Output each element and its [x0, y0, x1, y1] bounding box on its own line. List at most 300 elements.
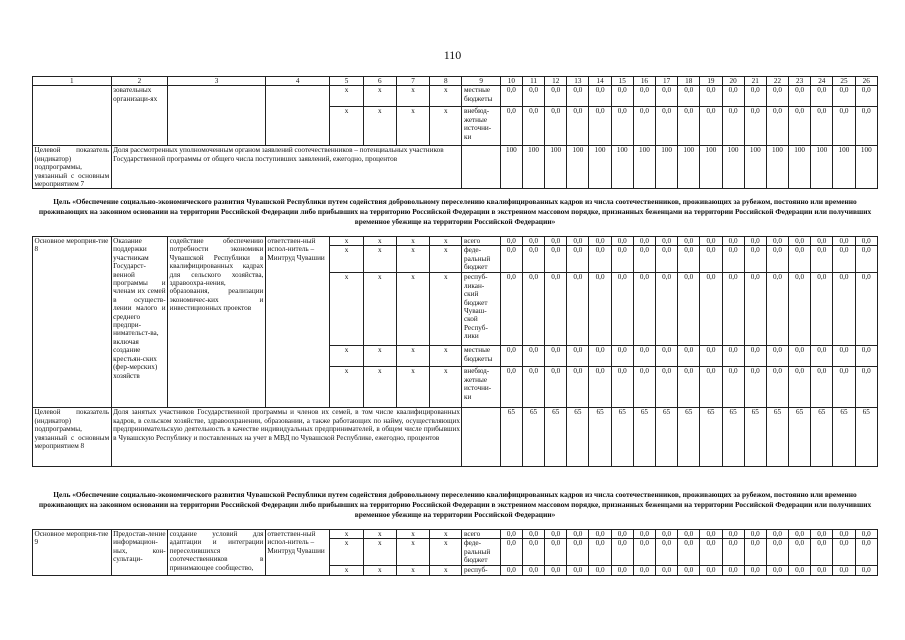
column-number-cell: 6 [363, 77, 396, 86]
value-cell: 0,0 [811, 539, 833, 566]
value-cell: 0,0 [633, 246, 655, 273]
value-cell: 0,0 [700, 273, 722, 346]
value-cell: 0,0 [656, 530, 678, 539]
value-cell: 0,0 [678, 530, 700, 539]
value-cell: 0,0 [500, 246, 522, 273]
value-cell: 0,0 [545, 107, 567, 146]
value-cell: 0,0 [545, 539, 567, 566]
value-cell: 0,0 [545, 346, 567, 367]
value-cell: 0,0 [633, 530, 655, 539]
value-cell: 0,0 [522, 367, 544, 408]
marker-cell: x [430, 237, 462, 246]
value-cell: 0,0 [766, 367, 788, 408]
column-number-cell: 14 [589, 77, 611, 86]
value-cell: 0,0 [855, 346, 877, 367]
value-cell: 65 [811, 408, 833, 467]
value-cell: 0,0 [656, 107, 678, 146]
marker-cell: x [430, 86, 462, 107]
marker-cell: x [430, 539, 462, 566]
marker-cell: x [396, 346, 429, 367]
value-cell: 100 [656, 146, 678, 189]
event-name-cell: Основное мероприя-тие 8 [33, 237, 112, 408]
value-cell: 0,0 [633, 566, 655, 575]
value-cell: 100 [500, 146, 522, 189]
value-cell: 100 [811, 146, 833, 189]
value-cell: 0,0 [833, 530, 855, 539]
value-cell: 0,0 [744, 346, 766, 367]
value-cell: 0,0 [766, 273, 788, 346]
column-number-cell: 2 [111, 77, 167, 86]
value-cell: 0,0 [545, 237, 567, 246]
value-cell: 0,0 [589, 273, 611, 346]
fund-source-cell: внебюд-жетные источни-ки [462, 367, 500, 408]
value-cell: 65 [589, 408, 611, 467]
value-cell: 0,0 [678, 346, 700, 367]
value-cell: 0,0 [611, 530, 633, 539]
value-cell: 0,0 [678, 237, 700, 246]
result-cell [168, 86, 266, 146]
value-cell: 0,0 [833, 246, 855, 273]
value-cell: 0,0 [589, 566, 611, 575]
value-cell: 100 [678, 146, 700, 189]
column-number-cell: 25 [833, 77, 855, 86]
column-number-cell: 16 [633, 77, 655, 86]
value-cell: 0,0 [789, 237, 811, 246]
value-cell: 0,0 [611, 346, 633, 367]
marker-cell: x [330, 367, 363, 408]
marker-cell: x [430, 246, 462, 273]
value-cell: 0,0 [633, 367, 655, 408]
value-cell: 0,0 [589, 86, 611, 107]
value-cell: 0,0 [722, 566, 744, 575]
column-number-cell: 20 [722, 77, 744, 86]
value-cell: 0,0 [633, 86, 655, 107]
value-cell: 100 [611, 146, 633, 189]
marker-cell: x [363, 273, 396, 346]
value-cell: 0,0 [500, 273, 522, 346]
value-cell: 0,0 [545, 566, 567, 575]
marker-cell: x [363, 566, 396, 575]
marker-cell: x [363, 107, 396, 146]
fund-source-cell: респуб- [462, 566, 500, 575]
column-number-cell: 13 [567, 77, 589, 86]
marker-cell: x [430, 530, 462, 539]
fund-source-cell: всего [462, 237, 500, 246]
page-number: 110 [443, 48, 462, 62]
fund-source-cell: внебюд-жетные источни-ки [462, 107, 500, 146]
value-cell: 0,0 [678, 86, 700, 107]
value-cell: 0,0 [567, 530, 589, 539]
value-cell: 0,0 [567, 367, 589, 408]
value-cell: 65 [700, 408, 722, 467]
value-cell: 0,0 [678, 566, 700, 575]
value-cell: 0,0 [611, 107, 633, 146]
column-number-cell: 21 [744, 77, 766, 86]
value-cell: 0,0 [500, 346, 522, 367]
value-cell: 0,0 [500, 530, 522, 539]
marker-cell: x [396, 107, 429, 146]
value-cell: 65 [766, 408, 788, 467]
value-cell: 0,0 [789, 530, 811, 539]
column-number-cell: 15 [611, 77, 633, 86]
value-cell: 0,0 [633, 346, 655, 367]
value-cell: 0,0 [678, 367, 700, 408]
value-cell: 0,0 [766, 566, 788, 575]
value-cell: 0,0 [722, 273, 744, 346]
column-number-cell: 8 [430, 77, 462, 86]
value-cell: 100 [744, 146, 766, 189]
marker-cell: x [330, 566, 363, 575]
value-cell: 0,0 [766, 107, 788, 146]
value-cell: 0,0 [567, 107, 589, 146]
value-cell: 0,0 [656, 566, 678, 575]
value-cell: 0,0 [589, 107, 611, 146]
value-cell: 0,0 [722, 107, 744, 146]
value-cell: 0,0 [766, 246, 788, 273]
value-cell: 0,0 [656, 346, 678, 367]
column-number-cell: 7 [396, 77, 429, 86]
value-cell: 100 [833, 146, 855, 189]
table-row [33, 530, 878, 539]
marker-cell: x [396, 566, 429, 575]
event-description-cell: Оказание поддержки участникам Государст-венной программы и членам их семей в осуществ-лении малого и среднего предпри-нимательст-ва, включая создание крестьян-ских (фер-мерских) хозяйств [111, 237, 167, 408]
value-cell: 100 [545, 146, 567, 189]
marker-cell: x [330, 86, 363, 107]
value-cell: 0,0 [522, 107, 544, 146]
value-cell: 0,0 [833, 107, 855, 146]
column-number-cell: 3 [168, 77, 266, 86]
value-cell: 100 [567, 146, 589, 189]
value-cell: 0,0 [589, 346, 611, 367]
value-cell: 0,0 [811, 367, 833, 408]
value-cell: 0,0 [789, 367, 811, 408]
value-cell: 65 [855, 408, 877, 467]
value-cell: 0,0 [744, 107, 766, 146]
value-cell: 0,0 [656, 273, 678, 346]
value-cell: 65 [567, 408, 589, 467]
value-cell: 0,0 [855, 107, 877, 146]
column-number-cell: 4 [265, 77, 330, 86]
value-cell: 65 [633, 408, 655, 467]
value-cell: 0,0 [744, 566, 766, 575]
fund-source-cell: местные бюджеты [462, 346, 500, 367]
executor-cell: ответствен-ный испол-нитель – Минтруд Чувашии [265, 530, 330, 576]
value-cell: 0,0 [678, 246, 700, 273]
value-cell: 0,0 [589, 530, 611, 539]
column-number-cell: 5 [330, 77, 363, 86]
column-number-cell: 17 [656, 77, 678, 86]
marker-cell: x [330, 539, 363, 566]
marker-cell: x [363, 246, 396, 273]
value-cell: 0,0 [611, 566, 633, 575]
value-cell: 0,0 [522, 246, 544, 273]
value-cell: 0,0 [833, 273, 855, 346]
event-name-cell: Основное мероприя-тие 9 [33, 530, 112, 576]
value-cell: 100 [633, 146, 655, 189]
marker-cell: x [363, 86, 396, 107]
value-cell: 0,0 [522, 530, 544, 539]
value-cell: 65 [611, 408, 633, 467]
value-cell: 0,0 [500, 86, 522, 107]
value-cell: 100 [855, 146, 877, 189]
value-cell: 100 [589, 146, 611, 189]
value-cell: 0,0 [855, 273, 877, 346]
value-cell: 0,0 [855, 367, 877, 408]
value-cell: 0,0 [545, 530, 567, 539]
value-cell: 0,0 [811, 273, 833, 346]
value-cell: 0,0 [789, 346, 811, 367]
marker-cell: x [363, 237, 396, 246]
value-cell: 0,0 [833, 539, 855, 566]
value-cell: 0,0 [811, 107, 833, 146]
value-cell: 0,0 [611, 273, 633, 346]
value-cell: 0,0 [522, 237, 544, 246]
budget-table-event-8 [32, 236, 878, 467]
value-cell: 0,0 [500, 566, 522, 575]
value-cell: 0,0 [700, 107, 722, 146]
value-cell: 0,0 [500, 367, 522, 408]
column-number-cell: 1 [33, 77, 112, 86]
value-cell: 65 [722, 408, 744, 467]
marker-cell: x [430, 346, 462, 367]
value-cell: 0,0 [722, 246, 744, 273]
marker-cell: x [363, 530, 396, 539]
value-cell: 0,0 [522, 566, 544, 575]
marker-cell: x [396, 367, 429, 408]
value-cell: 0,0 [633, 107, 655, 146]
table-row [33, 237, 878, 246]
value-cell: 0,0 [855, 539, 877, 566]
value-cell: 100 [722, 146, 744, 189]
value-cell: 0,0 [789, 273, 811, 346]
value-cell: 0,0 [567, 346, 589, 367]
budget-table-event-9 [32, 529, 878, 576]
value-cell: 65 [656, 408, 678, 467]
value-cell: 0,0 [589, 539, 611, 566]
value-cell: 0,0 [611, 367, 633, 408]
value-cell: 0,0 [567, 86, 589, 107]
marker-cell: x [396, 530, 429, 539]
value-cell: 0,0 [700, 237, 722, 246]
value-cell: 100 [789, 146, 811, 189]
value-cell: 0,0 [855, 530, 877, 539]
value-cell: 0,0 [833, 566, 855, 575]
marker-cell: x [430, 367, 462, 408]
value-cell: 0,0 [833, 237, 855, 246]
marker-cell: x [363, 367, 396, 408]
value-cell: 0,0 [811, 86, 833, 107]
value-cell: 0,0 [589, 246, 611, 273]
column-number-cell: 19 [700, 77, 722, 86]
target-description-cell: Доля занятых участников Государственной программы и членов их семей, в том числе квалифицированных кадров, в сельском хозяйстве, здравоохранении, образовании, а также работающих по найму, осуществляющих предпринимательскую деятельность в качестве индивидуальных предпринимателей, в общем числе прибывших в Чувашскую Республику и поставленных на учет в МВД по Чувашской Республике, ежегодно, процентов [111, 408, 462, 467]
value-cell: 0,0 [567, 539, 589, 566]
value-cell: 0,0 [700, 367, 722, 408]
value-cell: 0,0 [722, 367, 744, 408]
value-cell: 0,0 [722, 86, 744, 107]
marker-cell: x [330, 237, 363, 246]
value-cell: 0,0 [678, 107, 700, 146]
value-cell: 0,0 [656, 237, 678, 246]
value-cell: 0,0 [500, 539, 522, 566]
value-cell: 0,0 [589, 237, 611, 246]
value-cell: 0,0 [611, 539, 633, 566]
budget-table-top [32, 76, 878, 189]
value-cell: 65 [789, 408, 811, 467]
target-row [33, 408, 878, 467]
marker-cell: x [330, 107, 363, 146]
value-cell: 0,0 [545, 86, 567, 107]
event-result-cell: создание условий для адаптации и интеграции переселившихся соотечественников в принимающее сообщество, [168, 530, 266, 576]
value-cell: 0,0 [522, 539, 544, 566]
goal-heading-2: Цель «Обеспечение социально-экономического развития Чувашской Республики путем содействия добровольному переселению квалифицированных кадров из числа соотечественников, проживающих за рубежом, постоянно или временно проживающих на законном основании на территории Российской Федерации либо прибывших на территорию Российской Федерации в экстренном массовом порядке, признанных беженцами на территории Российской Федерации или получивших временное убежище на территории Российской Федерации» [38, 490, 872, 519]
value-cell: 0,0 [766, 237, 788, 246]
value-cell: 0,0 [833, 367, 855, 408]
column-number-cell: 11 [522, 77, 544, 86]
goal-heading-1: Цель «Обеспечение социально-экономического развития Чувашской Республики путем содействия добровольному переселению квалифицированных кадров из числа соотечественников, проживающих за рубежом, постоянно или временно проживающих на законном основании на территории Российской Федерации либо прибывших на территорию Российской Федерации в экстренном массовом порядке, признанных беженцами на территории Российской Федерации или получивших временное убежище на территории Российской Федерации» [38, 197, 872, 226]
value-cell: 65 [522, 408, 544, 467]
marker-cell: x [430, 273, 462, 346]
value-cell: 65 [833, 408, 855, 467]
value-cell: 0,0 [855, 566, 877, 575]
column-number-cell: 23 [789, 77, 811, 86]
marker-cell: x [396, 273, 429, 346]
value-cell: 0,0 [656, 539, 678, 566]
value-cell: 0,0 [744, 237, 766, 246]
table-cell [462, 408, 500, 467]
marker-cell: x [363, 539, 396, 566]
marker-cell: x [330, 273, 363, 346]
value-cell: 0,0 [567, 246, 589, 273]
value-cell: 100 [700, 146, 722, 189]
value-cell: 0,0 [722, 530, 744, 539]
value-cell: 0,0 [567, 566, 589, 575]
value-cell: 0,0 [633, 237, 655, 246]
target-description-cell: Доля рассмотренных уполномоченным органом заявлений соотечественников – потенциальных участников Государственной программы от общего числа поступивших заявлений, ежегодно, процентов [111, 146, 462, 189]
value-cell: 65 [500, 408, 522, 467]
executor-cell: ответствен-ный испол-нитель – Минтруд Чувашии [265, 237, 330, 408]
fund-source-cell: феде-ральный бюджет [462, 539, 500, 566]
value-cell: 0,0 [633, 539, 655, 566]
value-cell: 0,0 [744, 530, 766, 539]
marker-cell: x [396, 237, 429, 246]
value-cell: 100 [522, 146, 544, 189]
table-row [33, 86, 878, 107]
value-cell: 0,0 [522, 86, 544, 107]
value-cell: 0,0 [811, 530, 833, 539]
value-cell: 0,0 [700, 246, 722, 273]
event-description-cell: Предостав-ление информацион-ных, кон-сультаци- [111, 530, 167, 576]
value-cell: 0,0 [855, 86, 877, 107]
value-cell: 0,0 [744, 539, 766, 566]
header-row [33, 77, 878, 86]
value-cell: 0,0 [766, 346, 788, 367]
fund-source-cell: местные бюджеты [462, 86, 500, 107]
value-cell: 0,0 [678, 273, 700, 346]
value-cell: 0,0 [522, 346, 544, 367]
value-cell: 0,0 [744, 273, 766, 346]
value-cell: 0,0 [656, 367, 678, 408]
value-cell: 0,0 [833, 86, 855, 107]
marker-cell: x [396, 539, 429, 566]
value-cell: 0,0 [744, 246, 766, 273]
value-cell: 0,0 [855, 246, 877, 273]
value-cell: 0,0 [811, 566, 833, 575]
value-cell: 0,0 [700, 530, 722, 539]
marker-cell: x [330, 246, 363, 273]
value-cell: 65 [744, 408, 766, 467]
marker-cell: x [430, 566, 462, 575]
marker-cell: x [330, 346, 363, 367]
marker-cell: x [396, 246, 429, 273]
value-cell: 65 [678, 408, 700, 467]
value-cell: 0,0 [722, 539, 744, 566]
value-cell: 0,0 [811, 237, 833, 246]
value-cell: 0,0 [589, 367, 611, 408]
value-cell: 0,0 [545, 246, 567, 273]
value-cell: 0,0 [811, 246, 833, 273]
marker-cell: x [396, 86, 429, 107]
marker-cell: x [330, 530, 363, 539]
value-cell: 0,0 [789, 566, 811, 575]
fund-source-cell: феде-ральный бюджет [462, 246, 500, 273]
marker-cell: x [363, 346, 396, 367]
fund-source-cell: респуб-ликан-ский бюджет Чуваш-ской Респуб-лики [462, 273, 500, 346]
value-cell: 0,0 [611, 86, 633, 107]
table-cell [462, 146, 500, 189]
value-cell: 0,0 [545, 367, 567, 408]
name-cell: зовательных организаци-ях [111, 86, 167, 146]
value-cell: 0,0 [744, 367, 766, 408]
value-cell: 0,0 [633, 273, 655, 346]
target-label-cell: Целевой показатель (индикатор) подпрограммы, увязанный с основным мероприятием 8 [33, 408, 112, 467]
value-cell: 0,0 [811, 346, 833, 367]
column-number-cell: 26 [855, 77, 877, 86]
value-cell: 0,0 [700, 86, 722, 107]
value-cell: 0,0 [678, 539, 700, 566]
value-cell: 0,0 [567, 237, 589, 246]
value-cell: 0,0 [500, 107, 522, 146]
value-cell: 0,0 [766, 530, 788, 539]
value-cell: 0,0 [789, 107, 811, 146]
value-cell: 0,0 [855, 237, 877, 246]
value-cell: 100 [766, 146, 788, 189]
column-number-cell: 18 [678, 77, 700, 86]
value-cell: 0,0 [500, 237, 522, 246]
column-number-cell: 22 [766, 77, 788, 86]
value-cell: 0,0 [522, 273, 544, 346]
target-label-cell: Целевой показатель (индикатор) подпрограммы, увязанный с основным мероприятием 7 [34, 146, 110, 189]
name-cell [33, 86, 112, 146]
value-cell: 0,0 [700, 539, 722, 566]
event-result-cell: содействие обеспечению потребности экономики Чувашской Республики в квалифицированных кадрах для сельского хозяйства, здравоохра-нения, образования, реализации экономичес-ких и инвестиционных проектов [168, 237, 266, 408]
value-cell: 0,0 [766, 86, 788, 107]
value-cell: 0,0 [766, 539, 788, 566]
value-cell: 0,0 [656, 86, 678, 107]
value-cell: 0,0 [722, 237, 744, 246]
marker-cell: x [430, 107, 462, 146]
column-number-cell: 24 [811, 77, 833, 86]
value-cell: 0,0 [611, 246, 633, 273]
value-cell: 0,0 [567, 273, 589, 346]
column-number-cell: 10 [500, 77, 522, 86]
column-number-cell: 9 [462, 77, 500, 86]
value-cell: 0,0 [545, 273, 567, 346]
value-cell: 0,0 [789, 86, 811, 107]
value-cell: 0,0 [722, 346, 744, 367]
executor-cell [265, 86, 330, 146]
value-cell: 65 [545, 408, 567, 467]
value-cell: 0,0 [700, 566, 722, 575]
